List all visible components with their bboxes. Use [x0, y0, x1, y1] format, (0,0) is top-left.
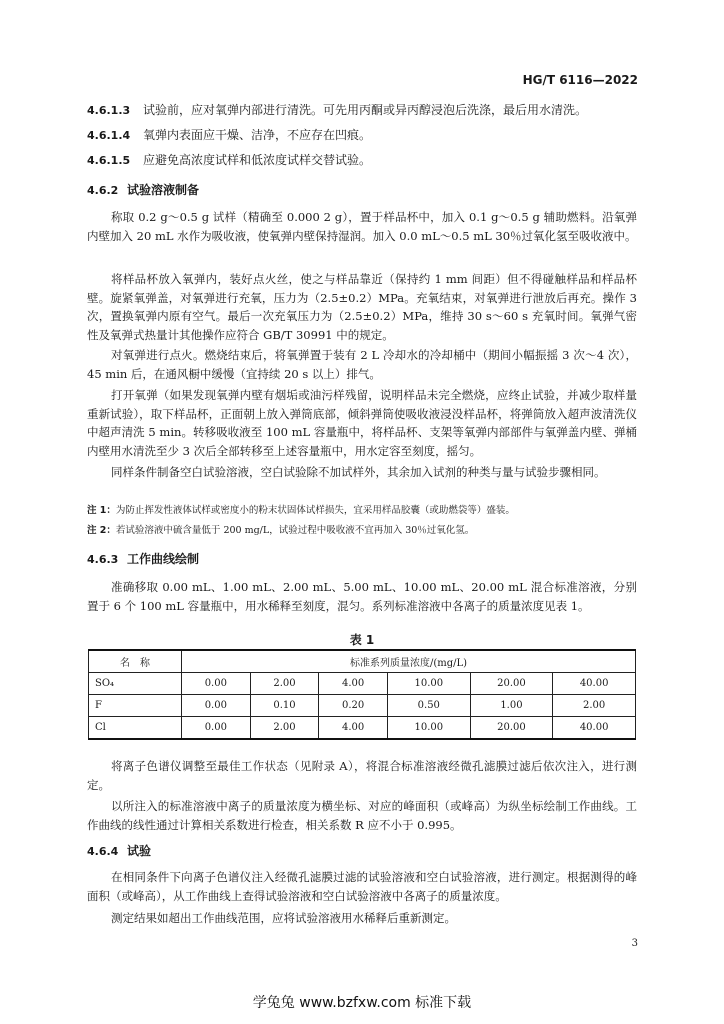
ion-name: SO₄	[89, 673, 182, 695]
table-caption: 表 1	[349, 633, 375, 647]
table-row	[89, 695, 636, 717]
table-cell: 0.50	[387, 695, 470, 717]
table-cell: 0.10	[250, 695, 319, 717]
section-number: 4.6.2	[87, 184, 119, 197]
table-cell: 0.00	[182, 717, 251, 740]
section-heading-4-6-2	[87, 181, 199, 200]
note-text: 为防止挥发性液体试样或密度小的粉末状固体试样损失，宜采用样品胶囊（或助燃袋等）盛装。	[115, 505, 515, 516]
paragraph: 准确移取 0.00 mL、1.00 mL、2.00 mL、5.00 mL、10.00 mL、20.00 mL 混合标准溶液，分别置于 6 个 100 mL 容量瓶中，用水稀释至刻度，混匀。系列标准溶液中各离子的质量浓度见表 1。	[87, 580, 637, 613]
paragraph: 以所注入的标准溶液中离子的质量浓度为横坐标、对应的峰面积（或峰高）为纵坐标绘制工作曲线。工作曲线的线性通过计算相关系数进行检查，相关系数 R 应不小于 0.995。	[87, 799, 637, 832]
note-label: 注 1：	[87, 505, 116, 516]
section-heading-4-6-3	[87, 550, 199, 569]
table-cell: 2.00	[250, 673, 319, 695]
section-number: 4.6.3	[87, 553, 119, 566]
table-cell: 1.00	[470, 695, 553, 717]
paragraph: 测定结果如超出工作曲线范围，应将试验溶液用水稀释后重新测定。	[111, 911, 456, 925]
table-cell: 40.00	[553, 673, 636, 695]
paragraph: 同样条件制备空白试验溶液，空白试验除不加试样外，其余加入试剂的种类与量与试验步骤相同。	[111, 465, 606, 479]
clause-4-6-1-4	[87, 126, 371, 145]
table-cell: 4.00	[319, 717, 388, 740]
paragraph: 称取 0.2 g～0.5 g 试样（精确至 0.000 2 g），置于样品杯中，加入 0.1 g～0.5 g 辅助燃料。沿氧弹内壁加入 20 mL 水作为吸收液，使氧弹内壁保持湿润。加入 0.0 mL～0.5 mL 30％过氧化氢至吸收液中。	[87, 210, 637, 243]
standard-series-table	[88, 649, 636, 740]
table-cell: 40.00	[553, 717, 636, 740]
paragraph: 在相同条件下向离子色谱仪注入经微孔滤膜过滤的试验溶液和空白试验溶液，进行测定。根据测得的峰面积（或峰高），从工作曲线上查得试验溶液和空白试验溶液中各离子的质量浓度。	[87, 870, 637, 903]
table-cell: 2.00	[250, 717, 319, 740]
clause-number: 4.6.1.3	[87, 104, 131, 117]
section-title: 试验溶液制备	[127, 183, 200, 197]
clause-number: 4.6.1.5	[87, 154, 131, 167]
note-2	[87, 524, 647, 538]
clause-text: 应避免高浓度试样和低浓度试样交替试验。	[143, 153, 372, 167]
section-heading-4-6-4	[87, 842, 151, 861]
clause-text: 试验前，应对氧弹内部进行清洗。可先用丙酮或异丙醇浸泡后洗涤，最后用水清洗。	[143, 103, 588, 117]
page-number: 3	[631, 938, 638, 949]
clause-number: 4.6.1.4	[87, 129, 131, 142]
standard-code: HG/T 6116—2022	[522, 73, 638, 87]
table-row	[89, 717, 636, 740]
note-text: 若试验溶液中硫含量低于 200 mg/L，试验过程中吸收液不宜再加入 30％过氧化氢。	[115, 525, 475, 536]
clause-text: 氧弹内表面应干燥、洁净，不应存在凹痕。	[143, 128, 372, 142]
paragraph: 将样品杯放入氧弹内，装好点火丝，使之与样品靠近（保持约 1 mm 间距）但不得碰触样品和样品杯壁。旋紧氧弹盖，对氧弹进行充氧，压力为（2.5±0.2）MPa。充氧结束，对氧弹进行泄放后再充。操作 3 次，置换氧弹内原有空气。最后一次充氧压力为（2.5±0.2）MPa，维持 30 s～60 s 充氧时间。氧弹气密性及氧弹式热量计其他操作应符合 GB/T 30991 中的规定。	[87, 272, 637, 342]
table-cell: 4.00	[319, 673, 388, 695]
section-title: 试验	[127, 844, 152, 858]
column-header-name: 名 称	[89, 650, 182, 673]
paragraph: 对氧弹进行点火。燃烧结束后，将氧弹置于装有 2 L 冷却水的冷却桶中（期间小幅振摇 3 次～4 次），45 min 后，在通风橱中缓慢（宜持续 20 s 以上）排气。	[87, 348, 637, 381]
table-row	[89, 673, 636, 695]
table-header-row	[89, 650, 636, 673]
ion-name: Cl	[89, 717, 182, 740]
table-cell: 20.00	[470, 673, 553, 695]
section-number: 4.6.4	[87, 845, 119, 858]
table-cell: 10.00	[387, 717, 470, 740]
table-cell: 0.20	[319, 695, 388, 717]
clause-4-6-1-5	[87, 151, 371, 170]
table-cell: 2.00	[553, 695, 636, 717]
ion-name: F	[89, 695, 182, 717]
download-site-footer: 学兔兔 www.bzfxw.com 标准下载	[252, 995, 472, 1011]
section-title: 工作曲线绘制	[127, 552, 200, 566]
clause-4-6-1-3	[87, 101, 587, 120]
column-header-concentration: 标准系列质量浓度/(mg/L)	[182, 650, 636, 673]
note-label: 注 2：	[87, 525, 116, 536]
paragraph: 打开氧弹（如果发现氧弹内壁有烟垢或油污样残留，说明样品未完全燃烧，应终止试验，并减少取样量重新试验），取下样品杯，正面朝上放入弹筒底部，倾斜弹筒使吸收液浸没样品杯，将弹筒放入超声波清洗仪中超声清洗 5 min。转移吸收液至 100 mL 容量瓶中，将样品杯、支架等氧弹内部部件与氧弹盖内壁、弹桶内壁用水清洗至少 3 次后全部转移至上述容量瓶中，用水定容至刻度，摇匀。	[87, 388, 637, 458]
paragraph: 将离子色谱仪调整至最佳工作状态（见附录 A），将混合标准溶液经微孔滤膜过滤后依次注入，进行测定。	[87, 759, 637, 792]
table-cell: 0.00	[182, 673, 251, 695]
table-cell: 0.00	[182, 695, 251, 717]
table-cell: 20.00	[470, 717, 553, 740]
note-1	[87, 504, 647, 518]
table-cell: 10.00	[387, 673, 470, 695]
